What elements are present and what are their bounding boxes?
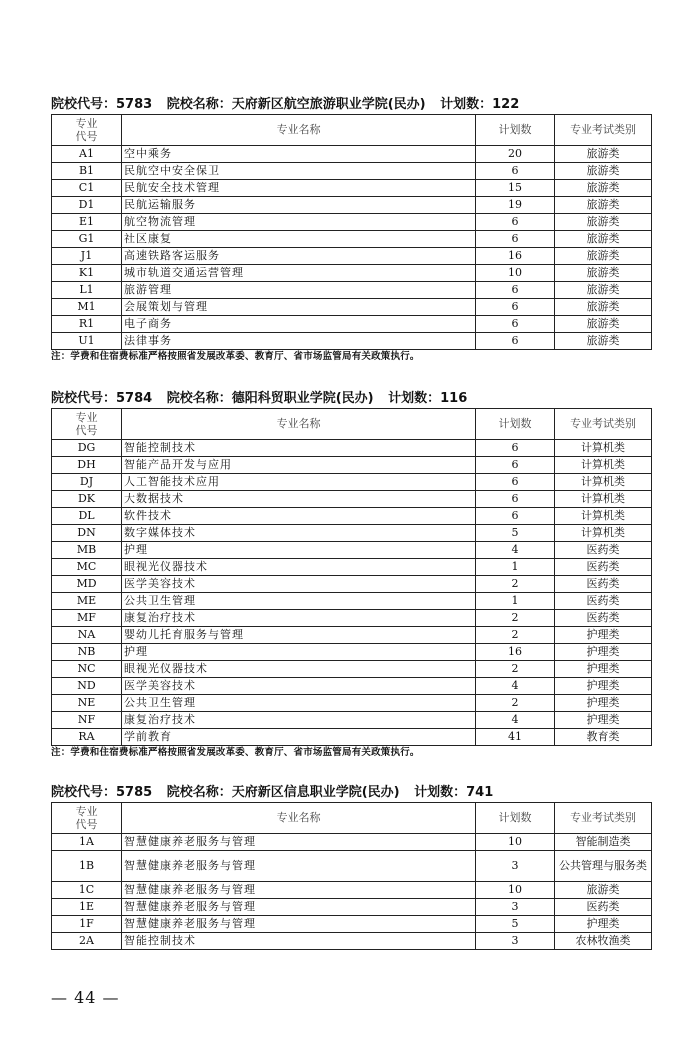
cell-code: U1 [52,333,122,350]
table-row [52,491,652,508]
cell-name: 公共卫生管理 [122,695,476,712]
table-row [52,661,652,678]
cell-category: 护理类 [555,695,652,712]
cell-name: 法律事务 [122,333,476,350]
cell-plan: 6 [476,163,555,180]
header-name: 专业名称 [122,409,476,440]
header-plan: 计划数 [476,409,555,440]
cell-category: 智能制造类 [555,834,652,851]
cell-code: DN [52,525,122,542]
cell-code: 1F [52,916,122,933]
table-body [52,146,652,350]
cell-code: J1 [52,248,122,265]
cell-category: 计算机类 [555,491,652,508]
table-row [52,214,652,231]
table-header-row [52,409,652,440]
cell-category: 旅游类 [555,163,652,180]
header-name: 专业名称 [122,115,476,146]
cell-plan: 10 [476,834,555,851]
table-row [52,508,652,525]
cell-plan: 16 [476,644,555,661]
cell-category: 公共管理与服务类 [555,851,652,882]
cell-name: 学前教育 [122,729,476,746]
table-row [52,593,652,610]
cell-category: 旅游类 [555,282,652,299]
cell-plan: 4 [476,678,555,695]
cell-plan: 41 [476,729,555,746]
cell-code: DG [52,440,122,457]
table-row [52,146,652,163]
cell-name: 智慧健康养老服务与管理 [122,834,476,851]
cell-plan: 19 [476,197,555,214]
cell-category: 旅游类 [555,231,652,248]
school-code: 院校代号：5784 [51,391,153,406]
table-row [52,834,652,851]
cell-code: DL [52,508,122,525]
cell-plan: 3 [476,933,555,950]
cell-code: NE [52,695,122,712]
cell-name: 智能控制技术 [122,440,476,457]
major-table [51,408,652,746]
header-plan: 计划数 [476,803,555,834]
table-row [52,610,652,627]
header-code: 专业 代号 [52,409,122,440]
cell-plan: 2 [476,627,555,644]
cell-plan: 6 [476,316,555,333]
cell-category: 医药类 [555,559,652,576]
table-row [52,231,652,248]
table-row [52,525,652,542]
table-row [52,712,652,729]
cell-name: 民航运输服务 [122,197,476,214]
cell-plan: 10 [476,882,555,899]
cell-category: 护理类 [555,644,652,661]
cell-name: 护理 [122,644,476,661]
cell-category: 农林牧渔类 [555,933,652,950]
cell-category: 护理类 [555,678,652,695]
table-row [52,899,652,916]
table-row [52,197,652,214]
cell-plan: 6 [476,282,555,299]
cell-code: A1 [52,146,122,163]
cell-name: 软件技术 [122,508,476,525]
cell-code: NF [52,712,122,729]
cell-name: 大数据技术 [122,491,476,508]
cell-code: B1 [52,163,122,180]
cell-category: 计算机类 [555,457,652,474]
cell-category: 旅游类 [555,333,652,350]
cell-plan: 6 [476,508,555,525]
cell-category: 计算机类 [555,474,652,491]
table-body [52,834,652,950]
cell-name: 公共卫生管理 [122,593,476,610]
table-row [52,282,652,299]
cell-category: 旅游类 [555,882,652,899]
cell-plan: 6 [476,491,555,508]
cell-name: 空中乘务 [122,146,476,163]
cell-name: 康复治疗技术 [122,610,476,627]
school-block-5785 [51,784,651,950]
cell-plan: 2 [476,695,555,712]
cell-name: 医学美容技术 [122,678,476,695]
cell-name: 电子商务 [122,316,476,333]
cell-category: 旅游类 [555,248,652,265]
major-table [51,802,652,950]
cell-name: 医学美容技术 [122,576,476,593]
cell-code: 1B [52,851,122,882]
cell-code: E1 [52,214,122,231]
cell-category: 护理类 [555,661,652,678]
cell-code: ND [52,678,122,695]
cell-code: 1C [52,882,122,899]
school-block-5783 [51,96,651,364]
school-plan-total: 计划数：122 [440,97,520,112]
cell-plan: 6 [476,333,555,350]
table-row [52,440,652,457]
major-table [51,114,652,350]
school-name: 院校名称：天府新区航空旅游职业学院(民办) [166,97,426,112]
cell-code: MD [52,576,122,593]
cell-category: 医药类 [555,542,652,559]
cell-plan: 6 [476,440,555,457]
cell-code: 1A [52,834,122,851]
table-row [52,882,652,899]
page-number: — 44 — [51,988,120,1007]
cell-name: 智能产品开发与应用 [122,457,476,474]
cell-plan: 6 [476,231,555,248]
cell-plan: 20 [476,146,555,163]
cell-plan: 3 [476,899,555,916]
cell-plan: 2 [476,610,555,627]
cell-category: 旅游类 [555,146,652,163]
cell-name: 航空物流管理 [122,214,476,231]
header-plan: 计划数 [476,115,555,146]
cell-plan: 15 [476,180,555,197]
cell-plan: 10 [476,265,555,282]
cell-name: 智慧健康养老服务与管理 [122,882,476,899]
cell-plan: 6 [476,214,555,231]
table-row [52,299,652,316]
school-heading [51,784,651,802]
cell-category: 旅游类 [555,180,652,197]
cell-name: 智慧健康养老服务与管理 [122,899,476,916]
cell-name: 智慧健康养老服务与管理 [122,916,476,933]
cell-name: 城市轨道交通运营管理 [122,265,476,282]
table-row [52,695,652,712]
cell-plan: 6 [476,474,555,491]
cell-category: 医药类 [555,576,652,593]
cell-code: MC [52,559,122,576]
cell-plan: 6 [476,457,555,474]
cell-plan: 3 [476,851,555,882]
cell-category: 计算机类 [555,440,652,457]
cell-code: D1 [52,197,122,214]
cell-code: NB [52,644,122,661]
cell-plan: 4 [476,542,555,559]
table-header-row [52,803,652,834]
cell-category: 计算机类 [555,508,652,525]
table-body [52,440,652,746]
header-name: 专业名称 [122,803,476,834]
cell-name: 民航安全技术管理 [122,180,476,197]
cell-category: 护理类 [555,627,652,644]
table-row [52,933,652,950]
header-code: 专业 代号 [52,115,122,146]
cell-code: L1 [52,282,122,299]
header-category: 专业考试类别 [555,115,652,146]
table-row [52,678,652,695]
cell-code: DJ [52,474,122,491]
table-row [52,163,652,180]
cell-code: ME [52,593,122,610]
school-plan-total: 计划数：116 [388,391,468,406]
cell-code: 2A [52,933,122,950]
cell-name: 眼视光仪器技术 [122,559,476,576]
table-row [52,542,652,559]
cell-code: K1 [52,265,122,282]
cell-name: 民航空中安全保卫 [122,163,476,180]
cell-category: 旅游类 [555,316,652,333]
table-row [52,916,652,933]
cell-code: G1 [52,231,122,248]
cell-name: 旅游管理 [122,282,476,299]
school-code: 院校代号：5783 [51,97,153,112]
cell-plan: 16 [476,248,555,265]
table-row [52,457,652,474]
note: 注：学费和住宿费标准严格按照省发展改革委、教育厅、省市场监管局有关政策执行。 [51,747,420,758]
table-row [52,851,652,882]
header-code: 专业 代号 [52,803,122,834]
cell-code: R1 [52,316,122,333]
table-row [52,559,652,576]
cell-name: 数字媒体技术 [122,525,476,542]
header-category: 专业考试类别 [555,803,652,834]
cell-plan: 2 [476,576,555,593]
cell-code: MF [52,610,122,627]
cell-name: 人工智能技术应用 [122,474,476,491]
cell-code: NA [52,627,122,644]
cell-plan: 5 [476,525,555,542]
school-name: 院校名称：德阳科贸职业学院(民办) [166,391,374,406]
cell-category: 旅游类 [555,214,652,231]
cell-code: M1 [52,299,122,316]
cell-code: 1E [52,899,122,916]
cell-category: 护理类 [555,916,652,933]
cell-category: 医药类 [555,593,652,610]
cell-plan: 1 [476,593,555,610]
cell-code: C1 [52,180,122,197]
table-row [52,644,652,661]
cell-plan: 4 [476,712,555,729]
cell-category: 医药类 [555,610,652,627]
cell-category: 旅游类 [555,265,652,282]
table-row [52,627,652,644]
cell-category: 旅游类 [555,299,652,316]
cell-name: 护理 [122,542,476,559]
cell-name: 社区康复 [122,231,476,248]
table-row [52,265,652,282]
cell-plan: 1 [476,559,555,576]
table-row [52,729,652,746]
cell-code: NC [52,661,122,678]
school-block-5784 [51,390,651,760]
table-header-row [52,115,652,146]
school-heading [51,96,651,114]
cell-category: 护理类 [555,712,652,729]
table-row [52,474,652,491]
note: 注：学费和住宿费标准严格按照省发展改革委、教育厅、省市场监管局有关政策执行。 [51,351,420,362]
school-plan-total: 计划数：741 [414,785,494,800]
cell-name: 康复治疗技术 [122,712,476,729]
table-row [52,180,652,197]
cell-plan: 5 [476,916,555,933]
cell-code: MB [52,542,122,559]
table-row [52,333,652,350]
cell-name: 高速铁路客运服务 [122,248,476,265]
school-code: 院校代号：5785 [51,785,153,800]
cell-name: 智能控制技术 [122,933,476,950]
cell-code: DH [52,457,122,474]
table-row [52,316,652,333]
cell-code: DK [52,491,122,508]
school-name: 院校名称：天府新区信息职业学院(民办) [166,785,400,800]
cell-name: 婴幼儿托育服务与管理 [122,627,476,644]
cell-plan: 2 [476,661,555,678]
cell-code: RA [52,729,122,746]
header-category: 专业考试类别 [555,409,652,440]
table-row [52,576,652,593]
cell-category: 计算机类 [555,525,652,542]
cell-name: 智慧健康养老服务与管理 [122,851,476,882]
table-row [52,248,652,265]
cell-category: 教育类 [555,729,652,746]
cell-name: 会展策划与管理 [122,299,476,316]
school-heading [51,390,651,408]
cell-category: 旅游类 [555,197,652,214]
cell-category: 医药类 [555,899,652,916]
cell-plan: 6 [476,299,555,316]
cell-name: 眼视光仪器技术 [122,661,476,678]
